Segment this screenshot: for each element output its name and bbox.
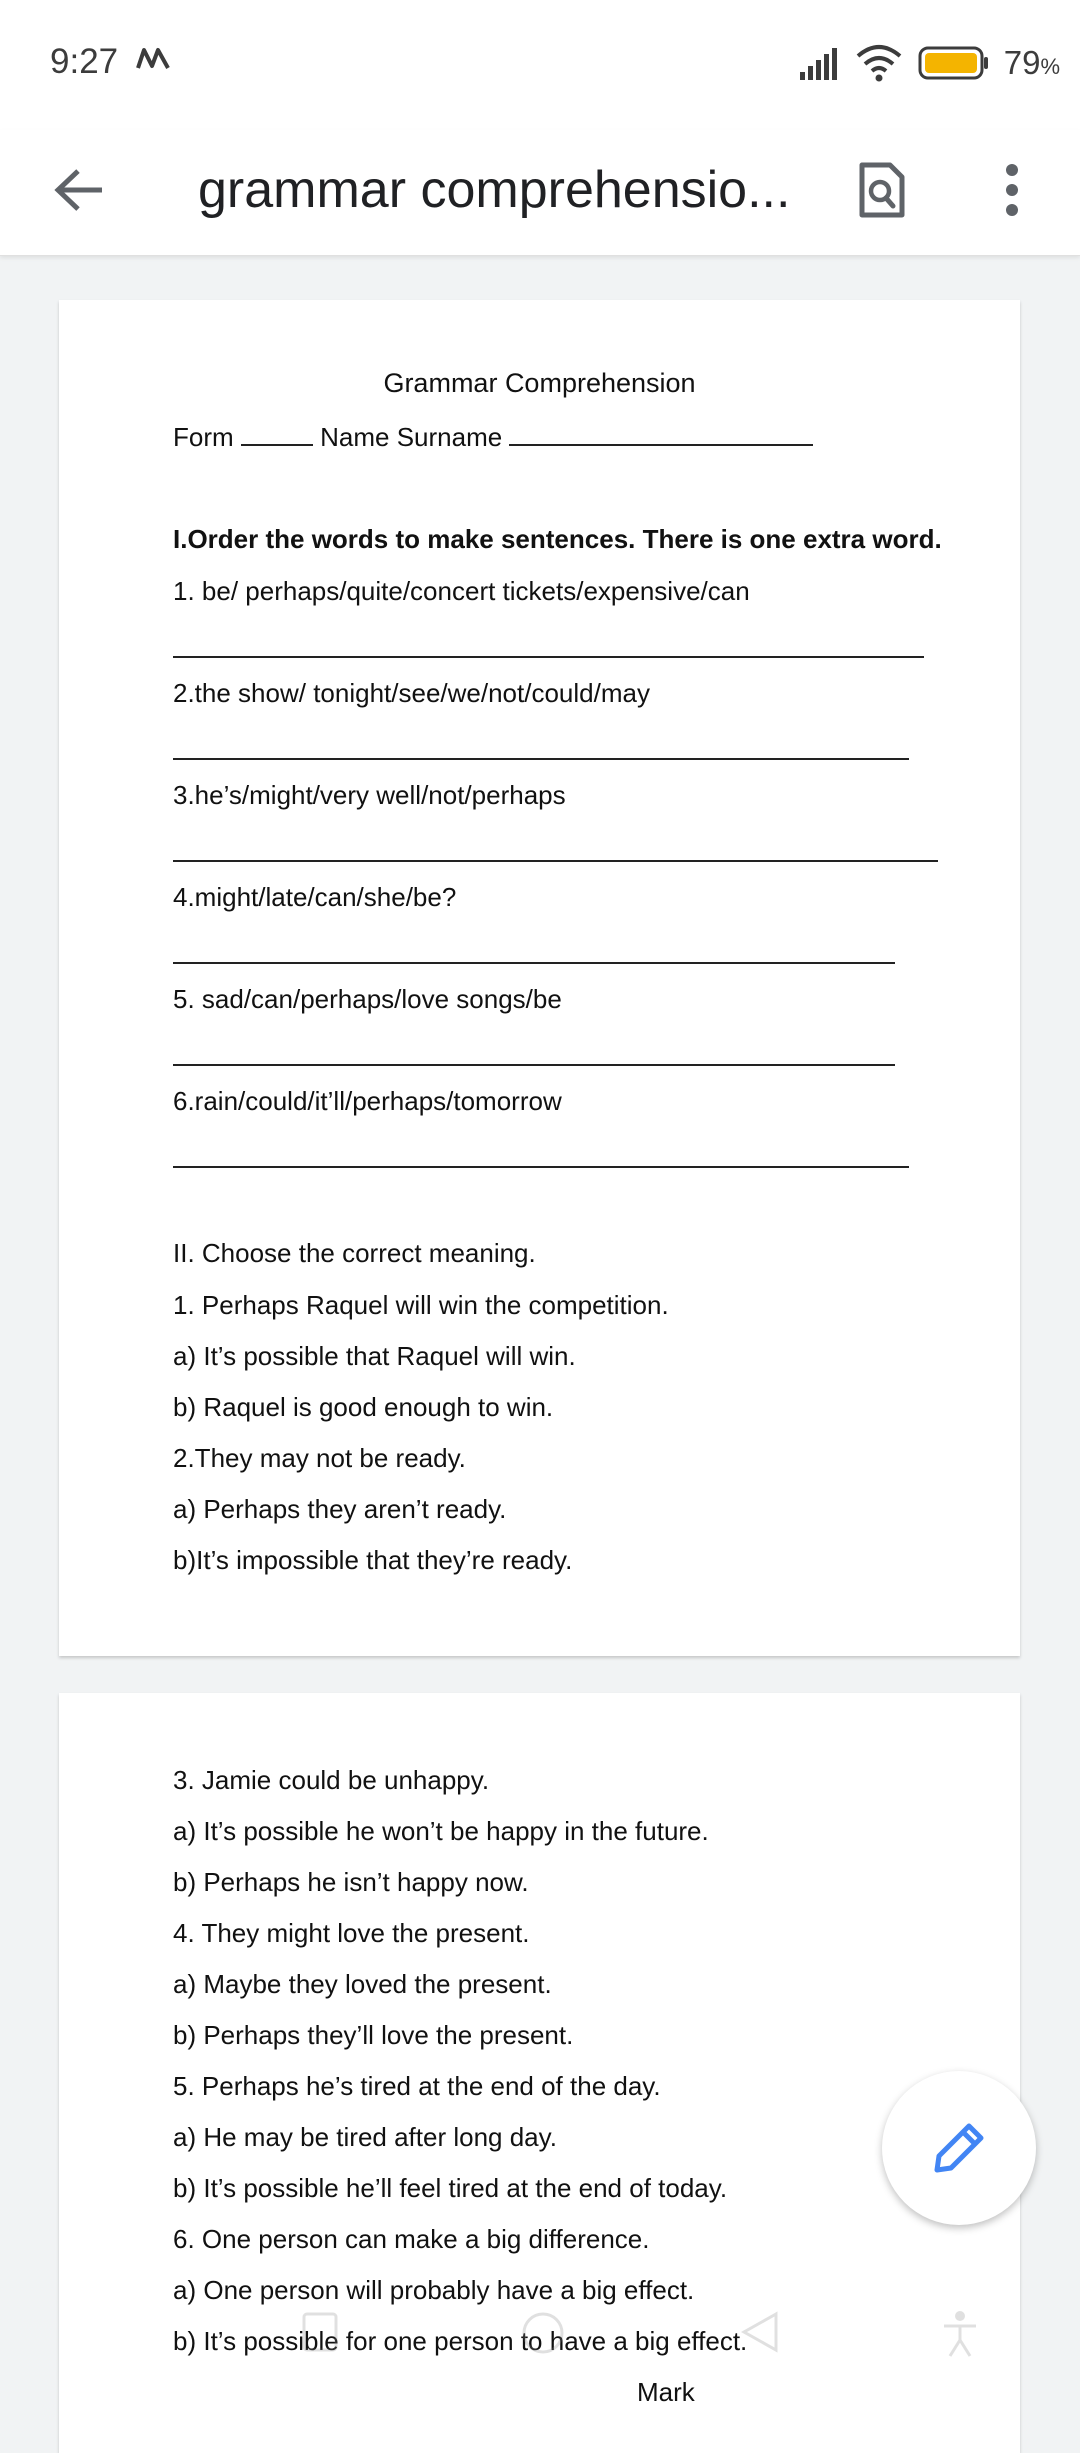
document-page-1 [59, 300, 1020, 1656]
meaning-line: b)It’s impossible that they’re ready. [173, 1545, 573, 1575]
battery-percent: 79% [1003, 44, 1060, 81]
more-vert-icon [1004, 164, 1020, 216]
pencil-icon [931, 2120, 987, 2176]
battery-icon [918, 45, 990, 81]
meaning-line: a) Perhaps they aren’t ready. [173, 1494, 507, 1524]
document-search-icon [858, 161, 906, 219]
status-bar [0, 0, 1080, 130]
signal-icon [798, 46, 840, 80]
answer-line-3 [173, 860, 938, 862]
order-item-4: 4.might/late/can/she/be? [173, 882, 457, 912]
meaning-line: a) It’s possible that Raquel will win. [173, 1341, 576, 1371]
order-item-5: 5. sad/can/perhaps/love songs/be [173, 984, 562, 1014]
accessibility-ghost-icon [940, 2310, 980, 2358]
answer-line-6 [173, 1166, 909, 1168]
form-name-line [173, 422, 813, 453]
meaning-line: b) Perhaps he isn’t happy now. [173, 1867, 529, 1897]
wifi-icon [854, 44, 904, 82]
edit-fab-button[interactable] [882, 2071, 1036, 2225]
app-bar [0, 130, 1080, 256]
order-item-6: 6.rain/could/it’ll/perhaps/tomorrow [173, 1086, 562, 1116]
document-title: grammar comprehensio... [198, 161, 791, 219]
meaning-line: 6. One person can make a big difference. [173, 2224, 650, 2254]
meaning-line: b) Raquel is good enough to win. [173, 1392, 554, 1422]
meaning-line: a) Maybe they loved the present. [173, 1969, 552, 1999]
preview-button[interactable] [842, 150, 922, 230]
order-item-3: 3.he’s/might/very well/not/perhaps [173, 780, 566, 810]
status-time: 9:27 [50, 42, 119, 81]
meaning-line: b) It’s possible for one person to have a big effect. [173, 2326, 748, 2356]
m-icon [135, 44, 171, 72]
name-label: Name Surname [320, 422, 503, 452]
answer-line-1 [173, 656, 924, 658]
answer-line-4 [173, 962, 895, 964]
back-nav-ghost-icon [740, 2310, 780, 2354]
order-item-1: 1. be/ perhaps/quite/concert tickets/expensive/can [173, 576, 750, 606]
section2-heading: II. Choose the correct meaning. [173, 1238, 536, 1268]
section1-heading: I.Order the words to make sentences. There is one extra word. [173, 524, 942, 554]
meaning-line: 5. Perhaps he’s tired at the end of the day. [173, 2071, 661, 2101]
answer-line-5 [173, 1064, 895, 1066]
more-options-button[interactable] [972, 150, 1052, 230]
circle-nav-ghost-icon [520, 2310, 566, 2356]
meaning-line: 4. They might love the present. [173, 1918, 530, 1948]
status-icons [798, 44, 1060, 82]
meaning-line: 2.They may not be ready. [173, 1443, 466, 1473]
mark-label: Mark [637, 2377, 695, 2407]
meaning-line: 3. Jamie could be unhappy. [173, 1765, 490, 1795]
name-blank [509, 440, 813, 446]
home-nav-ghost-icon [300, 2310, 340, 2354]
form-blank [241, 440, 313, 446]
meaning-line: a) One person will probably have a big effect. [173, 2275, 695, 2305]
answer-line-2 [173, 758, 909, 760]
order-item-2: 2.the show/ tonight/see/we/not/could/may [173, 678, 650, 708]
meaning-line: a) He may be tired after long day. [173, 2122, 557, 2152]
meaning-line: b) It’s possible he’ll feel tired at the end of today. [173, 2173, 728, 2203]
meaning-line: b) Perhaps they’ll love the present. [173, 2020, 574, 2050]
meaning-line: 1. Perhaps Raquel will win the competition. [173, 1290, 669, 1320]
doc-title: Grammar Comprehension [383, 368, 696, 398]
back-arrow-icon [54, 167, 106, 213]
back-button[interactable] [40, 150, 120, 230]
meaning-line: a) It’s possible he won’t be happy in the future. [173, 1816, 709, 1846]
form-label: Form [173, 422, 234, 452]
